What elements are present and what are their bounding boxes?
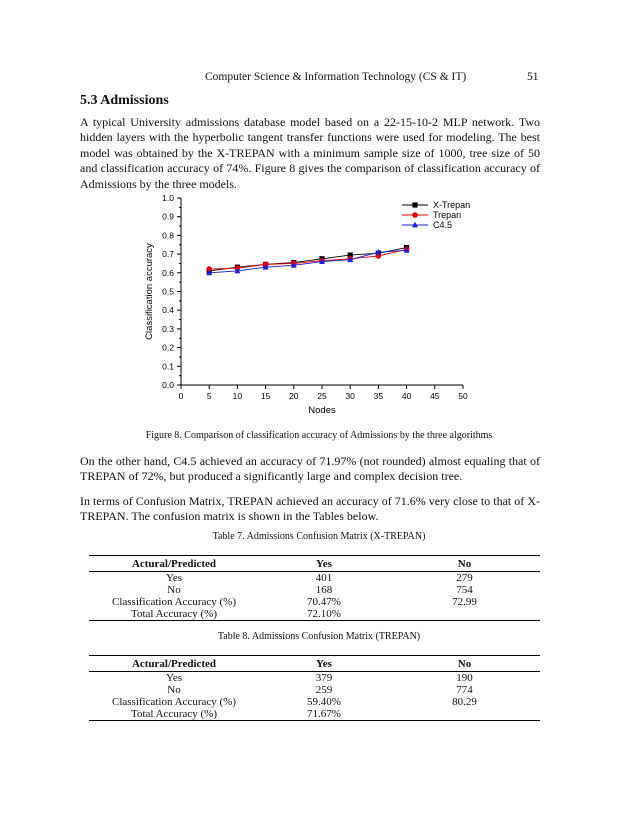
y-tick-label: 0.4 [162, 305, 174, 316]
section-title: 5.3 Admissions [80, 93, 169, 108]
table-cell: 379 [315, 672, 333, 684]
table-row [89, 572, 540, 585]
table-row [89, 684, 540, 696]
x-tick-label: 45 [430, 391, 440, 401]
y-axis-label: Classification accuracy [144, 243, 155, 340]
total-value: 72.10% [307, 608, 341, 620]
total-row [89, 608, 540, 621]
x-tick-label: 0 [178, 391, 184, 401]
table-cell: 72.99 [452, 596, 477, 608]
y-tick-label: 0.1 [162, 361, 174, 372]
table-header-row [89, 656, 540, 672]
y-tick-label: 0.0 [162, 380, 174, 390]
y-tick-label: 0.3 [162, 323, 174, 334]
y-tick-label: 0.2 [162, 342, 174, 353]
header-cell: Yes [316, 658, 332, 670]
table-trepan [89, 655, 540, 721]
paragraph-intro: A typical University admissions database model based on a 22-15-10-2 MLP network. Two hidden layers with the hyperbolic tangent transfer functions were used for modeling. The best model was obtained by the X-TREPAN with a minimum sample size of 1000, tree size of 50 and classification accuracy of 74%. Figure 8 gives the comparison of classification accuracy of Admissions by the three models. [80, 115, 540, 191]
table-cell: 59.40% [307, 696, 341, 708]
x-tick-label: 10 [232, 391, 243, 401]
table-cell: No [167, 584, 181, 596]
header-cell: No [457, 558, 472, 570]
x-tick-label: 20 [289, 391, 299, 401]
table-row [89, 584, 540, 596]
y-tick-label: 0.7 [162, 249, 174, 260]
table-cell: 401 [315, 572, 333, 584]
y-tick-label: 0.6 [162, 267, 174, 278]
x-tick-label: 15 [260, 391, 271, 401]
x-tick-label: 35 [373, 391, 384, 401]
table-row [89, 696, 540, 708]
legend-marker [412, 202, 417, 207]
y-tick-label: 0.8 [162, 230, 174, 241]
total-value: 71.67% [307, 708, 341, 720]
x-tick-label: 5 [206, 391, 212, 401]
x-tick-label: 40 [401, 391, 412, 401]
table-cell: 259 [315, 684, 333, 696]
figure-caption: Figure 8. Comparison of classification accuracy of Admissions by the three algorithms [145, 430, 493, 441]
table-cell: Total Accuracy (%) [131, 708, 217, 720]
table-cell: No [167, 684, 181, 696]
accuracy-chart [130, 188, 500, 420]
table-cell: Classification Accuracy (%) [111, 596, 236, 608]
paragraph-c45: On the other hand, C4.5 achieved an accuracy of 71.97% (not rounded) almost equaling that of TREPAN of 72%, but produced a significantly large and complex decision tree. [80, 454, 540, 484]
table-cell: Classification Accuracy (%) [111, 696, 236, 708]
table-cell: Total Accuracy (%) [131, 608, 217, 620]
x-tick-label: 30 [345, 391, 355, 401]
header-cell: Actural/Predicted [131, 558, 217, 570]
table-cell: 70.47% [307, 596, 341, 608]
y-tick-label: 1.0 [162, 193, 174, 203]
chart-svg [130, 188, 500, 420]
table-header-row [89, 556, 540, 572]
x-tick-label: 25 [317, 391, 327, 401]
table-cell: Yes [165, 572, 182, 584]
table-cell: 279 [456, 572, 473, 584]
page-number: 51 [527, 71, 539, 83]
x-axis-label: Nodes [308, 405, 336, 416]
legend-label: C4.5 [433, 220, 453, 231]
table-cell: 754 [456, 584, 473, 596]
table-cell: 774 [456, 684, 473, 696]
table-x-trepan [89, 555, 540, 621]
total-row [89, 708, 540, 721]
header-cell: No [457, 658, 472, 670]
table8-caption: Table 8. Admissions Confusion Matrix (TREPAN) [217, 631, 421, 642]
table-cell: 80.29 [452, 696, 477, 708]
header-cell: Actural/Predicted [131, 658, 217, 670]
table-row [89, 672, 540, 685]
table-cell: 168 [315, 584, 333, 596]
table-cell: Yes [165, 672, 182, 684]
table-row [89, 596, 540, 608]
table7-caption: Table 7. Admissions Confusion Matrix (X-TREPAN) [212, 531, 426, 542]
legend-label: X-Trepan [433, 200, 471, 211]
paragraph-confusion: In terms of Confusion Matrix, TREPAN achieved an accuracy of 71.6% very close to that of X-TREPAN. The confusion matrix is shown in the Tables below. [80, 494, 540, 524]
legend-label: Trepan [433, 210, 462, 221]
x-tick-label: 50 [458, 391, 468, 401]
table-cell: 190 [456, 672, 473, 684]
y-tick-label: 0.9 [162, 211, 174, 222]
header-cell: Yes [316, 558, 332, 570]
legend-marker [412, 212, 418, 218]
y-tick-label: 0.5 [162, 286, 174, 297]
running-header: Computer Science & Information Technology (CS & IT) [205, 71, 467, 83]
